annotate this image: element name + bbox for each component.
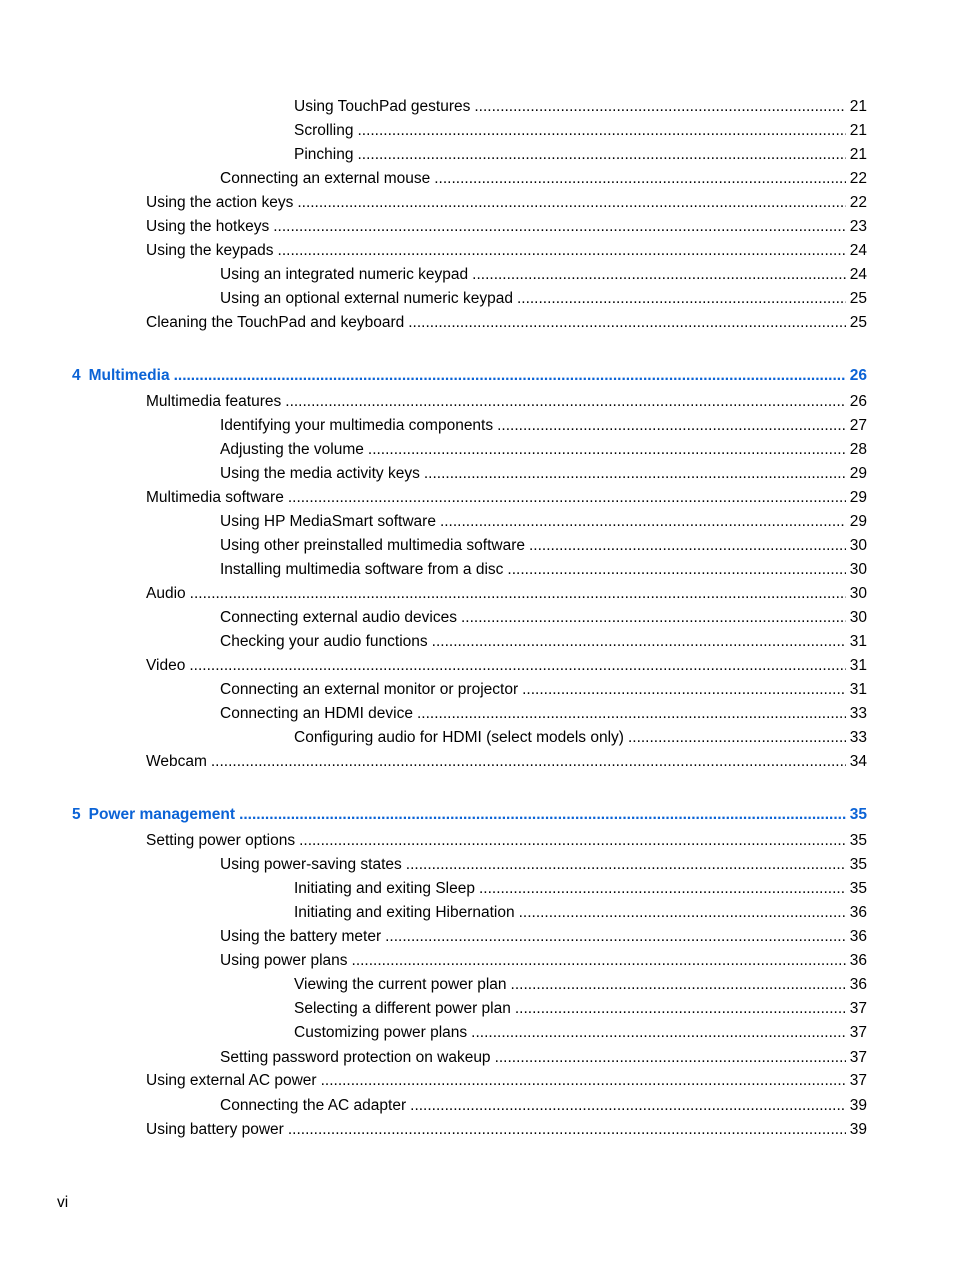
toc-entry-page: 33 [849,729,867,746]
toc-entry[interactable] [146,1119,867,1141]
toc-entry-title: Multimedia software [146,489,284,506]
toc-entry[interactable] [146,487,867,509]
toc-entry-page: 25 [849,290,867,307]
toc-entry-page: 31 [849,633,867,650]
toc-entry-page: 37 [849,1024,867,1041]
toc-entry[interactable] [220,607,867,629]
toc-entry-title: Initiating and exiting Sleep [294,880,475,897]
toc-entry-page: 25 [849,314,867,331]
toc-entry-page: 23 [849,218,867,235]
toc-entry-page: 39 [849,1097,867,1114]
toc-entry-title: Customizing power plans [294,1024,468,1041]
toc-entry-title: Webcam [146,753,207,770]
toc-dot-leader [517,288,846,310]
toc-entry-title: Identifying your multimedia components [220,417,494,434]
toc-entry-title: Setting password protection on wakeup [220,1049,491,1066]
toc-entry-page: 22 [849,194,867,211]
toc-entry[interactable] [146,583,867,605]
toc-entry-title: Setting power options [146,832,296,849]
toc-dot-leader [368,439,846,461]
toc-entry-title: Using battery power [146,1121,284,1138]
toc-entry-page: 37 [849,1072,867,1089]
toc-dot-leader [211,751,846,773]
toc-entry-title: Connecting external audio devices [220,609,457,626]
toc-entry-title: Power management [88,806,236,823]
toc-entry[interactable] [294,1022,867,1044]
toc-entry-page: 30 [849,609,867,626]
toc-entry-title: Using TouchPad gestures [294,98,471,115]
toc-entry[interactable] [220,1047,867,1069]
toc-dot-leader [511,974,846,996]
toc-entry-page: 29 [849,465,867,482]
toc-dot-leader [424,463,846,485]
toc-dot-leader [278,240,846,262]
toc-entry-page: 22 [849,170,867,187]
toc-entry-page: 27 [849,417,867,434]
toc-entry-page: 21 [849,146,867,163]
toc-dot-leader [385,926,846,948]
toc-dot-leader [174,365,846,387]
toc-entry-page: 30 [849,585,867,602]
toc-entry-page: 36 [849,928,867,945]
toc-dot-leader [440,511,846,533]
toc-dot-leader [529,535,846,557]
toc-entry[interactable] [220,288,867,310]
toc-entry-title: Video [146,657,186,674]
toc-dot-leader [628,727,846,749]
toc-chapter-entry[interactable] [72,804,867,826]
toc-entry[interactable] [146,391,867,413]
toc-entry[interactable] [220,264,867,286]
toc-entry[interactable] [294,96,867,118]
toc-entry[interactable] [220,439,867,461]
toc-dot-leader [519,902,846,924]
toc-dot-leader [352,950,846,972]
toc-entry-page: 24 [849,242,867,259]
toc-dot-leader [406,854,846,876]
toc-entry[interactable] [220,679,867,701]
toc-dot-leader [288,487,846,509]
toc-entry-page: 35 [849,806,867,823]
toc-entry[interactable] [220,703,867,725]
toc-entry-page: 26 [849,367,867,384]
toc-entry[interactable] [220,854,867,876]
toc-entry-page: 35 [849,832,867,849]
toc-entry[interactable] [146,216,867,238]
toc-entry-title: Audio [146,585,186,602]
toc-dot-leader [299,830,846,852]
toc-dot-leader [472,264,846,286]
toc-chapter-entry[interactable] [72,365,867,387]
toc-dot-leader [507,559,845,581]
toc-entry[interactable] [294,998,867,1020]
toc-dot-leader [273,216,846,238]
toc-entry-page: 36 [849,952,867,969]
toc-entry[interactable] [220,1095,867,1117]
toc-entry-page: 39 [849,1121,867,1138]
toc-entry[interactable] [294,902,867,924]
toc-dot-leader [288,1119,846,1141]
toc-entry-title: Selecting a different power plan [294,1000,511,1017]
toc-entry[interactable] [220,511,867,533]
toc-entry-title: Using the keypads [146,242,274,259]
toc-dot-leader [239,804,846,826]
toc-entry[interactable] [294,878,867,900]
toc-dot-leader [410,1095,846,1117]
toc-entry-page: 28 [849,441,867,458]
toc-dot-leader [417,703,846,725]
toc-entry-page: 35 [849,856,867,873]
toc-entry-title: Connecting an external mouse [220,170,431,187]
toc-entry-title: Using HP MediaSmart software [220,513,436,530]
toc-entry-title: Using power-saving states [220,856,402,873]
toc-dot-leader [432,631,846,653]
toc-entry-title: Scrolling [294,122,354,139]
toc-dot-leader [495,1047,846,1069]
toc-dot-leader [357,120,845,142]
toc-entry-page: 29 [849,513,867,530]
toc-entry-page: 34 [849,753,867,770]
toc-entry[interactable] [294,727,867,749]
toc-entry-page: 21 [849,122,867,139]
toc-dot-leader [189,655,845,677]
toc-dot-leader [471,1022,846,1044]
toc-dot-leader [497,415,846,437]
toc-entry-page: 37 [849,1000,867,1017]
toc-entry-page: 31 [849,681,867,698]
toc-dot-leader [285,391,845,413]
toc-entry-title: Pinching [294,146,354,163]
toc-dot-leader [357,144,845,166]
toc-entry-title: Using other preinstalled multimedia software [220,537,525,554]
toc-entry[interactable] [146,240,867,262]
toc-entry[interactable] [294,144,867,166]
toc-entry-title: Connecting an external monitor or projector [220,681,519,698]
toc-entry[interactable] [146,830,867,852]
toc-entry-page: 30 [849,537,867,554]
toc-entry-title: Using an optional external numeric keypad [220,290,513,307]
toc-entry-title: Using the action keys [146,194,294,211]
toc-dot-leader [461,607,846,629]
toc-entry-title: Using external AC power [146,1072,317,1089]
toc-entry[interactable] [146,192,867,214]
toc-dot-leader [479,878,846,900]
page-number: vi [57,1194,69,1211]
toc-entry[interactable] [220,463,867,485]
toc-entry-page: 26 [849,393,867,410]
toc-entry[interactable] [146,312,867,334]
toc-entry[interactable] [146,751,867,773]
toc-dot-leader [515,998,846,1020]
toc-entry-page: 31 [849,657,867,674]
toc-entry-page: 36 [849,904,867,921]
toc-chapter-number: 5 [72,806,81,823]
toc-entry-title: Viewing the current power plan [294,976,507,993]
toc-entry-title: Using the hotkeys [146,218,270,235]
toc-entry-title: Cleaning the TouchPad and keyboard [146,314,405,331]
toc-entry[interactable] [146,655,867,677]
toc-chapter-number: 4 [72,367,81,384]
toc-entry-title: Initiating and exiting Hibernation [294,904,515,921]
toc-entry-title: Multimedia features [146,393,282,410]
toc-entry[interactable] [294,120,867,142]
toc-entry[interactable] [220,926,867,948]
toc-entry-page: 35 [849,880,867,897]
toc-entry-title: Installing multimedia software from a disc [220,561,504,578]
toc-entry-title: Connecting the AC adapter [220,1097,407,1114]
toc-entry-page: 37 [849,1049,867,1066]
toc-entry-page: 21 [849,98,867,115]
toc-entry[interactable] [220,168,867,190]
toc-entry[interactable] [294,974,867,996]
toc-dot-leader [408,312,846,334]
toc-entry-title: Connecting an HDMI device [220,705,413,722]
toc-entry-title: Configuring audio for HDMI (select models only) [294,729,624,746]
toc-entry-page: 29 [849,489,867,506]
toc-entry-title: Using the media activity keys [220,465,420,482]
toc-entry-page: 30 [849,561,867,578]
toc-entry-title: Checking your audio functions [220,633,428,650]
toc-dot-leader [297,192,845,214]
toc-entry-title: Using power plans [220,952,348,969]
toc-entry-title: Multimedia [88,367,170,384]
toc-entry[interactable] [220,631,867,653]
toc-entry[interactable] [220,950,867,972]
toc-dot-leader [190,583,846,605]
toc-entry[interactable] [146,1070,867,1092]
toc-dot-leader [522,679,846,701]
toc-entry-page: 33 [849,705,867,722]
toc-dot-leader [434,168,846,190]
toc-dot-leader [474,96,845,118]
toc-dot-leader [321,1070,846,1092]
toc-entry[interactable] [220,559,867,581]
toc-entry-title: Adjusting the volume [220,441,364,458]
toc-entry-page: 36 [849,976,867,993]
toc-entry-title: Using the battery meter [220,928,382,945]
toc-entry[interactable] [220,415,867,437]
toc-entry[interactable] [220,535,867,557]
toc-entry-page: 24 [849,266,867,283]
toc-entry-title: Using an integrated numeric keypad [220,266,469,283]
